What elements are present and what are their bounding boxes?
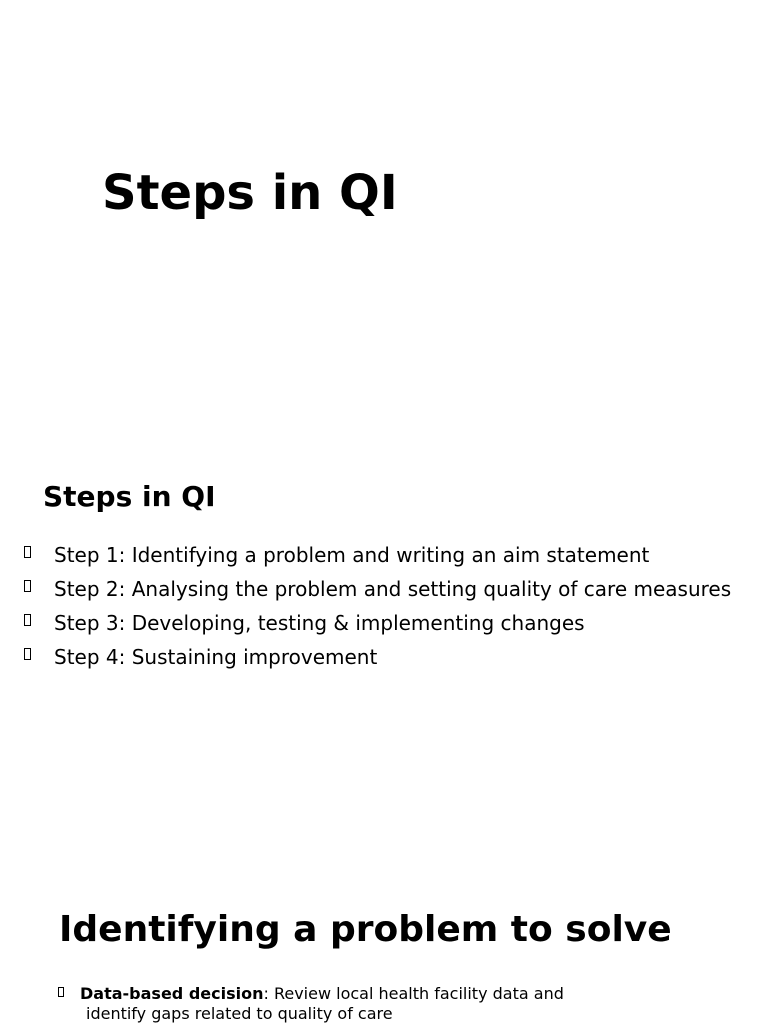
list-item bbox=[0, 610, 740, 636]
bullet-continuation: identify gaps related to quality of care bbox=[86, 1004, 393, 1023]
step-text: Step 2: Analysing the problem and setting quality of care measures bbox=[54, 577, 732, 601]
step-text: Step 4: Sustaining improvement bbox=[54, 645, 378, 669]
bullet-text: : Review local health facility data and bbox=[263, 984, 564, 1003]
slide-title: Steps in QI bbox=[102, 165, 398, 221]
bullet-icon bbox=[24, 614, 31, 626]
list-item bbox=[0, 576, 740, 602]
step-text: Step 3: Developing, testing & implementing changes bbox=[54, 611, 585, 635]
list-item bbox=[0, 984, 620, 1024]
steps-list bbox=[0, 542, 740, 678]
list-item bbox=[0, 542, 740, 568]
problem-slide bbox=[0, 896, 768, 1024]
step-text: Step 1: Identifying a problem and writing an aim statement bbox=[54, 543, 650, 567]
title-slide bbox=[0, 0, 768, 384]
slide-heading: Steps in QI bbox=[43, 480, 216, 513]
list-item bbox=[0, 644, 740, 670]
bullet-icon bbox=[24, 580, 31, 592]
bullet-icon bbox=[24, 546, 31, 558]
bullet-bold-term: Data-based decision bbox=[80, 984, 264, 1003]
bullet-icon bbox=[58, 987, 64, 997]
steps-slide bbox=[0, 384, 768, 896]
bullet-icon bbox=[24, 648, 31, 660]
slide-heading: Identifying a problem to solve bbox=[59, 909, 672, 950]
problem-list bbox=[0, 984, 620, 1024]
